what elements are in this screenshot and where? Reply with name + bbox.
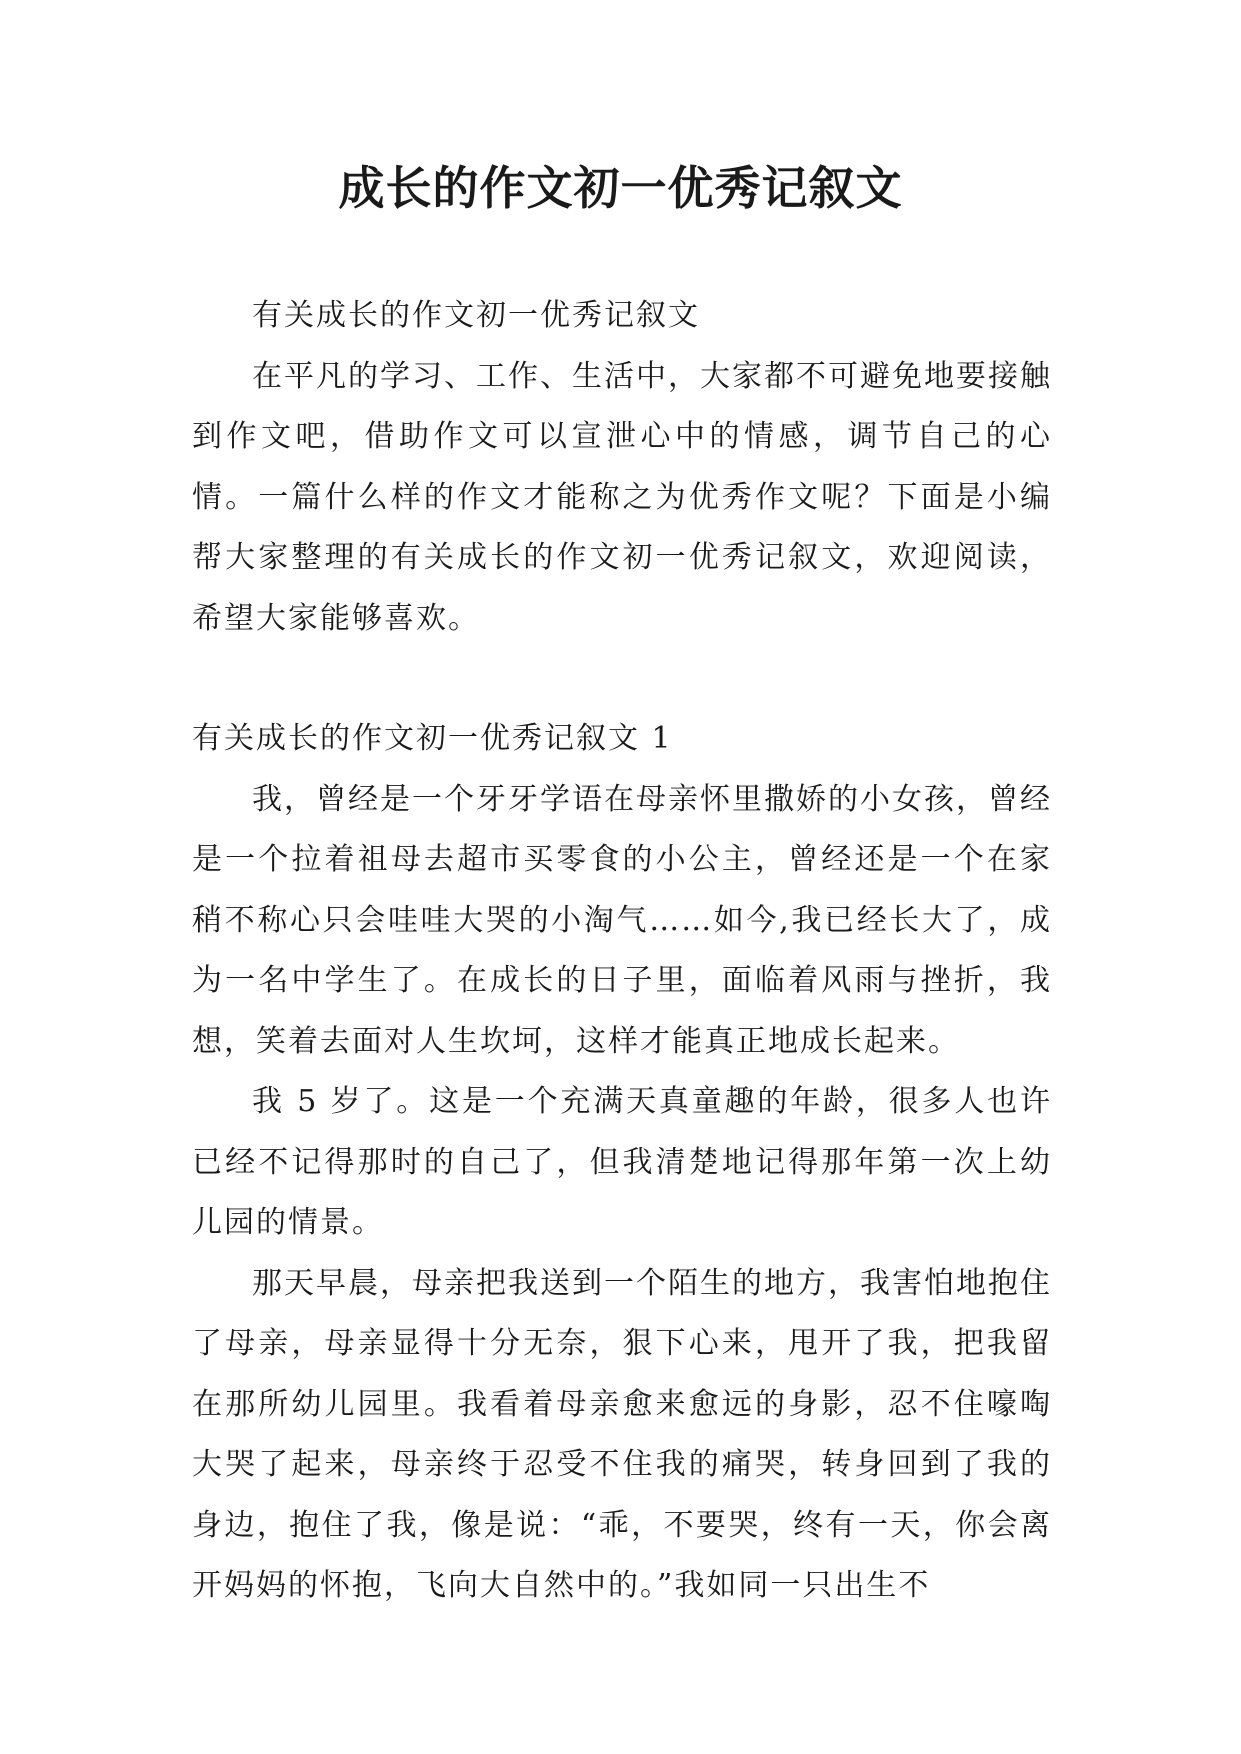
section-heading: 有关成长的作文初一优秀记叙文 1	[192, 721, 673, 756]
body-paragraph: 我，曾经是一个牙牙学语在母亲怀里撒娇的小女孩，曾经是一个拉着祖母去超市买零食的小公主，曾经还是一个在家稍不称心只会哇哇大哭的小淘气……如今,我已经长大了，成为一名中学生了。在成长的日子里，面临着风雨与挫折，我想，笑着去面对人生坎坷，这样才能真正地成长起来。	[192, 781, 1052, 1059]
body-paragraph: 那天早晨，母亲把我送到一个陌生的地方，我害怕地抱住了母亲，母亲显得十分无奈，狠下心来，甩开了我，把我留在那所幼儿园里。我看着母亲愈来愈远的身影，忍不住嚎啕大哭了起来，母亲终于忍受不住我的痛哭，转身回到了我的身边，抱住了我，像是说：“乖，不要哭，终有一天，你会离开妈妈的怀抱，飞向大自然中的。”我如同一只出生不	[192, 1265, 1052, 1603]
body-paragraph: 我 5 岁了。这是一个充满天真童趣的年龄，很多人也许已经不记得那时的自己了，但我清楚地记得那年第一次上幼儿园的情景。	[192, 1084, 1052, 1240]
document-title: 成长的作文初一优秀记叙文	[338, 161, 903, 215]
document-body	[192, 286, 1052, 1617]
section-gap	[192, 649, 1052, 709]
intro-paragraph: 在平凡的学习、工作、生活中，大家都不可避免地要接触到作文吧，借助作文可以宣泄心中的情感，调节自己的心情。一篇什么样的作文才能称之为优秀作文呢？下面是小编帮大家整理的有关成长的作文初一优秀记叙文，欢迎阅读，希望大家能够喜欢。	[192, 358, 1052, 636]
intro-heading: 有关成长的作文初一优秀记叙文	[252, 298, 700, 333]
